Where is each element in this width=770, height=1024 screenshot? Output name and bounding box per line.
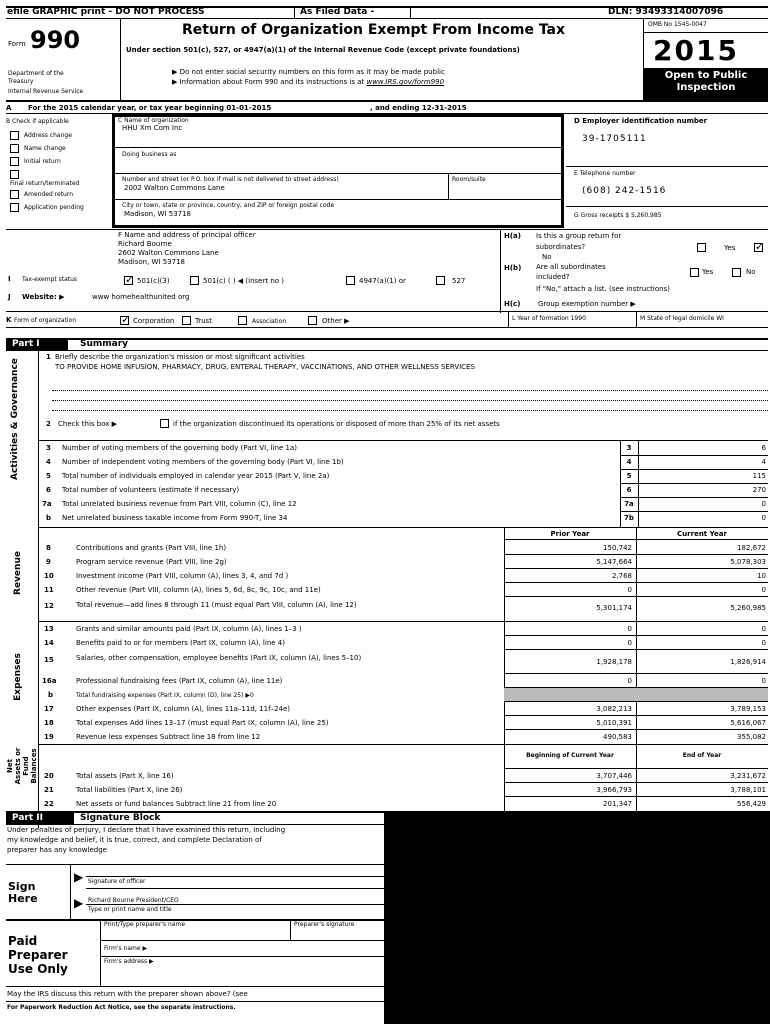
- rule: [100, 920, 101, 986]
- line-i-text: Tax-exempt status: [22, 276, 78, 283]
- line4-box: 4: [626, 458, 632, 466]
- line7a-num: 7a: [42, 500, 52, 508]
- dba-label: Doing business as: [122, 151, 177, 158]
- section-b-title: B Check if applicable: [6, 118, 69, 125]
- street-label: Number and street (or P.O. box if mail is not delivered to street address): [122, 176, 339, 183]
- footer-notice: For Paperwork Reduction Act Notice, see the separate instructions.: [7, 1004, 236, 1011]
- rule: [6, 986, 384, 987]
- dln: DLN: 93493314007096: [608, 7, 724, 17]
- rule: [70, 864, 71, 920]
- hb-yes-checkbox[interactable]: [690, 268, 699, 277]
- state-domicile: M State of legal domicile WI: [640, 315, 724, 322]
- line14-text: Benefits paid to or for members (Part IX, column (A), line 4): [76, 639, 285, 647]
- line20-end: 3,231,672: [730, 772, 766, 780]
- officer-city: Madison, WI 53718: [118, 258, 186, 266]
- under-section: Under section 501(c), 527, or 4947(a)(1) of the Internal Revenue Code (except private foundations): [126, 46, 520, 54]
- officer-name: Richard Bourne: [118, 240, 172, 248]
- hc-text: Group exemption number ▶: [538, 300, 636, 308]
- redaction-block: [384, 811, 770, 1024]
- rule: [100, 956, 384, 957]
- city-state-zip: Madison, WI 53718: [124, 210, 192, 218]
- corporation-checkbox[interactable]: [120, 316, 129, 325]
- mission-text: TO PROVIDE HOME INFUSION, PHARMACY, DRUG, ENTERAL THERAPY, VACCINATIONS, AND OTHER WELLNESS SERVICES: [55, 363, 475, 371]
- firm-name-label: Firm's name ▶: [104, 945, 148, 952]
- line7a-value: 0: [761, 500, 766, 508]
- col-prior-year: Prior Year: [550, 530, 590, 538]
- rule: [38, 621, 768, 622]
- line11-current: 0: [761, 586, 766, 594]
- line21-begin: 3,966,793: [596, 786, 632, 794]
- application-pending-label: Application pending: [24, 204, 84, 211]
- line6-value: 270: [752, 486, 766, 494]
- discontinued-checkbox[interactable]: [160, 419, 169, 428]
- line9-current: 5,078,303: [730, 558, 766, 566]
- rule: [500, 229, 501, 313]
- form-number: 990: [30, 26, 81, 54]
- rule: [86, 888, 384, 889]
- name-change-checkbox[interactable]: [10, 144, 19, 153]
- line9-prior: 5,147,664: [596, 558, 632, 566]
- name-change-label: Name change: [24, 145, 66, 152]
- ha-no-label: No: [542, 253, 552, 261]
- perjury-line1: Under penalties of perjury, I declare that I have examined this return, including: [7, 826, 286, 834]
- banner-left: efile GRAPHIC print - DO NOT PROCESS: [7, 7, 205, 17]
- line14-prior: 0: [627, 639, 632, 647]
- address-change-checkbox[interactable]: [10, 131, 19, 140]
- rule: [620, 497, 768, 498]
- trust-label: Trust: [195, 317, 212, 325]
- other-checkbox[interactable]: [308, 316, 317, 325]
- status-501c-checkbox[interactable]: [190, 276, 199, 285]
- line8-current: 182,672: [737, 544, 766, 552]
- line5-box: 5: [626, 472, 632, 480]
- line5-value: 115: [752, 472, 766, 480]
- line2-rest: if the organization discontinued its operations or disposed of more than 25% of its net assets: [173, 420, 500, 428]
- line4-text: Number of independent voting members of the governing body (Part VI, line 1b): [62, 458, 344, 466]
- sign-arrow-icon: ▶: [74, 870, 84, 884]
- name-arrow-icon: ▶: [74, 896, 84, 910]
- here-label: Here: [8, 892, 38, 905]
- form-title: Return of Organization Exempt From Income Tax: [182, 22, 566, 38]
- line21-text: Total liabilities (Part X, line 26): [76, 786, 183, 794]
- preparer-signature-label: Preparer's signature: [294, 921, 355, 928]
- line20-text: Total assets (Part X, line 16): [76, 772, 174, 780]
- line16b-text: Total fundraising expenses (Part IX, column (D), line 25) ▶0: [76, 692, 254, 699]
- line13-num: 13: [44, 625, 54, 633]
- paid-label: Paid: [8, 934, 38, 948]
- rule: [6, 864, 384, 865]
- trust-checkbox[interactable]: [182, 316, 191, 325]
- line6-text: Total number of volunteers (estimate if necessary): [62, 486, 240, 494]
- signature-label: Signature of officer: [88, 878, 146, 885]
- rule: [38, 527, 768, 528]
- status-501c-label: 501(c) ( ) ◀ (insert no ): [203, 277, 285, 285]
- line1-num: 1: [46, 353, 51, 361]
- line3-text: Number of voting members of the governing body (Part VI, line 1a): [62, 444, 298, 452]
- final-return-label: Final return/terminated: [10, 180, 80, 187]
- side-label-governance: Activities & Governance: [10, 358, 20, 480]
- line7b-text: Net unrelated business taxable income from Form 990-T, line 34: [62, 514, 288, 522]
- line18-num: 18: [44, 719, 54, 727]
- preparer-label: Preparer: [8, 948, 68, 962]
- rule: [504, 768, 768, 769]
- association-checkbox[interactable]: [238, 316, 247, 325]
- line2-text: Check this box ▶: [58, 420, 118, 428]
- rule: [504, 596, 768, 597]
- ha-no-checkbox[interactable]: [754, 243, 763, 252]
- ha-label: H(a): [504, 232, 521, 240]
- line12-num: 12: [44, 602, 54, 610]
- line16a-num: 16a: [42, 677, 57, 685]
- rule: [504, 539, 768, 540]
- line22-begin: 201,347: [603, 800, 632, 808]
- city-label: City or town, state or province, country, and ZIP or foreign postal code: [122, 202, 335, 209]
- line18-text: Total expenses Add lines 13–17 (must equal Part IX, column (A), line 25): [76, 719, 329, 727]
- tax-year: 2015: [653, 34, 739, 67]
- amended-return-checkbox[interactable]: [10, 190, 19, 199]
- col-current-year: Current Year: [677, 530, 727, 538]
- rule: [38, 350, 39, 828]
- rule: [6, 824, 384, 825]
- year-formation: L Year of formation 1990: [512, 315, 586, 322]
- line11-num: 11: [44, 586, 54, 594]
- perjury-line3: preparer has any knowledge: [7, 846, 107, 854]
- col-beginning: Beginning of Current Year: [526, 752, 614, 759]
- line3-value: 6: [761, 444, 766, 452]
- line19-num: 19: [44, 733, 54, 741]
- line6-box: 6: [626, 486, 632, 494]
- line-j-text: Website: ▶: [22, 293, 65, 301]
- banner-divider: [294, 6, 295, 18]
- line20-num: 20: [44, 772, 54, 780]
- hc-label: H(c): [504, 300, 521, 308]
- ha-text2: subordinates?: [536, 243, 586, 251]
- line17-num: 17: [44, 705, 54, 713]
- status-4947-label: 4947(a)(1) or: [359, 277, 406, 285]
- shaded-cell: [504, 688, 768, 701]
- line3-box: 3: [626, 444, 632, 452]
- dept-line1: Department of the: [8, 70, 64, 77]
- hb-text2: included?: [536, 273, 570, 281]
- irs-link[interactable]: www.IRS.gov/form990: [366, 78, 445, 86]
- rule: [504, 782, 768, 783]
- bullet-info: ▶ Information about Form 990 and its instructions is at www.IRS.gov/form990: [172, 78, 445, 86]
- rule: [508, 311, 509, 327]
- part2-tag: Part II: [12, 813, 43, 823]
- rule: [52, 410, 768, 411]
- rule: [566, 206, 768, 207]
- rule: [504, 568, 768, 569]
- line19-prior: 490,583: [603, 733, 632, 741]
- line21-end: 3,788,101: [730, 786, 766, 794]
- officer-name-title: Richard Bourne President/CEO: [88, 897, 179, 904]
- hb-text1: Are all subordinates: [536, 263, 606, 271]
- status-501c3-checkbox[interactable]: [124, 276, 133, 285]
- line8-num: 8: [46, 544, 51, 552]
- org-name-label: C Name of organization: [118, 117, 189, 124]
- line5-text: Total number of individuals employed in calendar year 2015 (Part V, line 2a): [62, 472, 330, 480]
- line22-text: Net assets or fund balances Subtract line 21 from line 20: [76, 800, 277, 808]
- type-name-label: Type or print name and title: [88, 906, 172, 913]
- rule: [504, 673, 768, 674]
- ha-text1: Is this a group return for: [536, 232, 622, 240]
- rule: [115, 173, 561, 174]
- line19-text: Revenue less expenses Subtract line 18 from line 12: [76, 733, 261, 741]
- line16a-current: 0: [761, 677, 766, 685]
- rule: [504, 796, 768, 797]
- line11-text: Other revenue (Part VIII, column (A), lines 5, 6d, 8c, 9c, 10c, and 11e): [76, 586, 321, 594]
- line4-value: 4: [761, 458, 766, 466]
- line8-text: Contributions and grants (Part VIII, line 1h): [76, 544, 227, 552]
- rule: [620, 469, 768, 470]
- bullet-ssn: ▶ Do not enter social security numbers on this form as it may be made public: [172, 68, 445, 76]
- line9-num: 9: [46, 558, 51, 566]
- rule: [504, 554, 768, 555]
- line10-num: 10: [44, 572, 54, 580]
- rule: [120, 18, 121, 100]
- application-pending-checkbox[interactable]: [10, 203, 19, 212]
- preparer-name-label: Print/Type preparer's name: [104, 921, 186, 928]
- initial-return-checkbox[interactable]: [10, 157, 19, 166]
- rule: [115, 147, 561, 148]
- line13-text: Grants and similar amounts paid (Part IX, column (A), lines 1–3 ): [76, 625, 302, 633]
- association-label: Association: [252, 318, 287, 325]
- omb-number: OMB No 1545-0047: [648, 21, 707, 28]
- rule: [86, 904, 384, 905]
- line-i-label: I: [8, 275, 11, 283]
- gross-receipts: G Gross receipts $ 5,260,985: [574, 212, 662, 219]
- line7b-num: b: [46, 514, 52, 522]
- line10-text: Investment income (Part VIII, column (A), lines 3, 4, and 7d ): [76, 572, 289, 580]
- banner-divider: [410, 6, 411, 18]
- line17-current: 3,789,153: [730, 705, 766, 713]
- ha-yes-checkbox[interactable]: [697, 243, 706, 252]
- part1-tag: Part I: [12, 339, 40, 349]
- part2-title: Signature Block: [80, 813, 161, 823]
- line-k-text: Form of organization: [14, 317, 77, 324]
- street-address: 2002 Walton Commons Lane: [124, 184, 225, 192]
- line18-current: 5,616,067: [730, 719, 766, 727]
- line15-text: Salaries, other compensation, employee benefits (Part IX, column (A), lines 5–10): [76, 654, 362, 662]
- line5-num: 5: [46, 472, 51, 480]
- line12-text: Total revenue—add lines 8 through 11 (must equal Part VIII, column (A), line 12): [76, 601, 357, 609]
- rule: [620, 511, 768, 512]
- rule: [504, 701, 768, 702]
- phone-value: (608) 242-1516: [582, 186, 667, 196]
- perjury-line2: my knowledge and belief, it is true, correct, and complete Declaration of: [7, 836, 262, 844]
- line14-current: 0: [761, 639, 766, 647]
- officer-label: F Name and address of principal officer: [118, 231, 256, 239]
- rule: [643, 32, 768, 33]
- line1-text: Briefly describe the organization's mission or most significant activities: [55, 353, 305, 361]
- rule: [636, 311, 637, 327]
- ein-value: 39-1705111: [582, 134, 647, 144]
- room-label: Room/suite: [452, 176, 486, 183]
- hb-label: H(b): [504, 264, 522, 272]
- officer-street: 2602 Walton Commons Lane: [118, 249, 219, 257]
- hb-no-checkbox[interactable]: [732, 268, 741, 277]
- rule: [448, 173, 449, 199]
- sign-label: Sign: [8, 880, 36, 893]
- line15-prior: 1,928,178: [596, 658, 632, 666]
- discuss-text: May the IRS discuss this return with the preparer shown above? (see: [7, 990, 248, 998]
- website-url[interactable]: www homehealthunited org: [92, 293, 190, 301]
- rule: [6, 311, 768, 312]
- status-501c3-label: 501(c)(3): [137, 277, 170, 285]
- line13-current: 0: [761, 625, 766, 633]
- banner-mid: As Filed Data -: [300, 7, 375, 17]
- rule: [100, 940, 384, 941]
- org-name: HHU Xm Com Inc: [122, 124, 183, 132]
- rule: [504, 635, 768, 636]
- other-label: Other ▶: [322, 317, 350, 325]
- line8-prior: 150,742: [603, 544, 632, 552]
- line9-text: Program service revenue (Part VIII, line 2g): [76, 558, 227, 566]
- rule: [504, 649, 768, 650]
- dept-line3: Internal Revenue Service: [8, 88, 84, 95]
- hb-note: If "No," attach a list. (see instructions): [536, 285, 670, 293]
- status-527-checkbox[interactable]: [436, 276, 445, 285]
- line14-num: 14: [44, 639, 54, 647]
- ha-yes-label: Yes: [724, 244, 736, 252]
- status-527-label: 527: [452, 277, 466, 285]
- line-a-label: A: [6, 104, 12, 112]
- line-a-text: For the 2015 calendar year, or tax year beginning 01-01-2015: [28, 104, 272, 112]
- line7a-box: 7a: [624, 500, 634, 508]
- amended-return-label: Amended return: [24, 191, 74, 198]
- line19-current: 355,082: [737, 733, 766, 741]
- line20-begin: 3,707,446: [596, 772, 632, 780]
- phone-label: E Telephone number: [574, 170, 636, 177]
- line10-current: 10: [757, 572, 766, 580]
- rule: [504, 729, 768, 730]
- use-only-label: Use Only: [8, 962, 68, 976]
- line7a-text: Total unrelated business revenue from Part VIII, column (C), line 12: [62, 500, 297, 508]
- side-label-net-assets: Net Assets or Fund Balances: [6, 747, 38, 785]
- line18-prior: 5,010,391: [596, 719, 632, 727]
- rule: [52, 390, 768, 391]
- rule: [504, 715, 768, 716]
- line4-num: 4: [46, 458, 51, 466]
- line16a-text: Professional fundraising fees (Part IX, column (A), line 11e): [76, 677, 283, 685]
- line6-num: 6: [46, 486, 51, 494]
- rule: [6, 229, 768, 230]
- line-a-ending: , and ending 12-31-2015: [370, 104, 467, 112]
- initial-return-label: Initial return: [24, 158, 61, 165]
- rule: [38, 744, 768, 745]
- open-line1: Open to Public: [664, 70, 748, 81]
- line-j-label: J: [8, 293, 11, 301]
- line3-num: 3: [46, 444, 51, 452]
- rule: [504, 582, 768, 583]
- dept-line2: Treasury: [8, 78, 34, 85]
- hb-no-label: No: [746, 268, 756, 276]
- rule: [6, 350, 768, 351]
- line13-prior: 0: [627, 625, 632, 633]
- ein-label: D Employer identification number: [574, 117, 708, 125]
- address-change-label: Address change: [24, 132, 72, 139]
- part1-title: Summary: [80, 339, 129, 349]
- rule: [52, 400, 768, 401]
- status-4947-checkbox[interactable]: [346, 276, 355, 285]
- line16b-num: b: [48, 691, 54, 699]
- rule: [6, 1001, 384, 1002]
- hb-yes-label: Yes: [702, 268, 714, 276]
- line21-num: 21: [44, 786, 54, 794]
- line16a-prior: 0: [627, 677, 632, 685]
- line15-num: 15: [44, 656, 54, 664]
- rule: [6, 327, 768, 328]
- rule: [620, 455, 768, 456]
- open-line2: Inspection: [676, 82, 736, 93]
- line2-num: 2: [46, 420, 51, 428]
- rule: [6, 100, 768, 102]
- col-end-year: End of Year: [682, 752, 722, 759]
- side-label-revenue: Revenue: [12, 551, 23, 595]
- final-return-checkbox[interactable]: [10, 170, 19, 179]
- firm-address-label: Firm's address ▶: [104, 958, 154, 965]
- line12-current: 5,260,985: [730, 604, 766, 612]
- line17-prior: 3,082,213: [596, 705, 632, 713]
- rule: [638, 440, 639, 528]
- line10-prior: 2,768: [611, 572, 632, 580]
- corporation-label: Corporation: [133, 317, 175, 325]
- line12-prior: 5,301,174: [596, 604, 632, 612]
- rule: [620, 483, 768, 484]
- form-prefix: Form: [8, 40, 26, 48]
- signature-line[interactable]: [86, 876, 384, 877]
- rule: [566, 166, 768, 167]
- side-label-expenses: Expenses: [12, 653, 23, 701]
- line17-text: Other expenses (Part IX, column (A), lines 11a–11d, 11f–24e): [76, 705, 291, 713]
- line15-current: 1,826,914: [730, 658, 766, 666]
- line11-prior: 0: [627, 586, 632, 594]
- rule: [290, 920, 291, 940]
- line22-end: 556,429: [737, 800, 766, 808]
- rule: [38, 440, 768, 441]
- line7b-box: 7b: [624, 514, 634, 522]
- line-k-label: K: [6, 316, 12, 324]
- rule: [115, 199, 561, 200]
- line7b-value: 0: [761, 514, 766, 522]
- line22-num: 22: [44, 800, 54, 808]
